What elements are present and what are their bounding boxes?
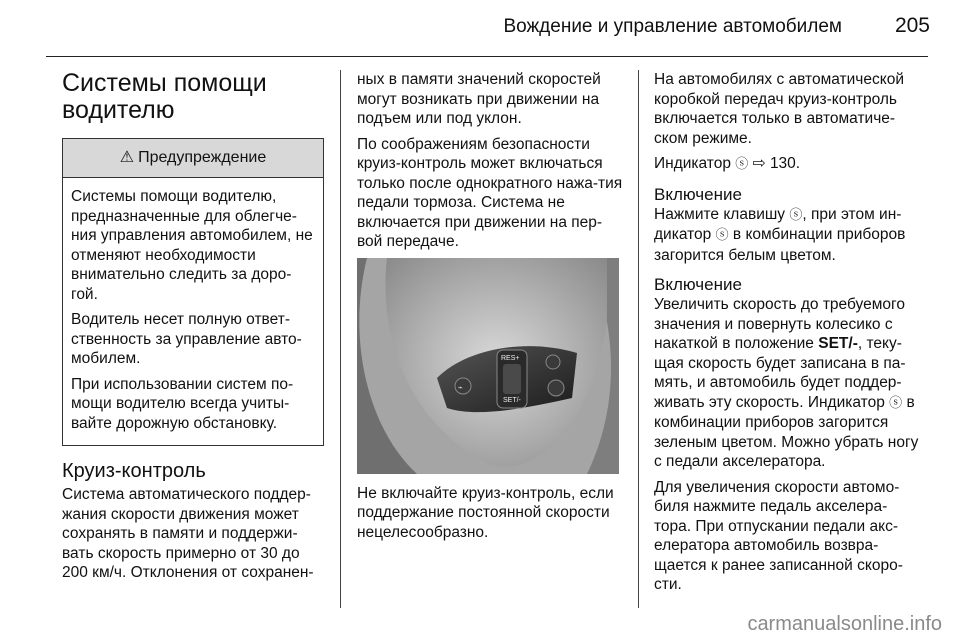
text-segment: Увеличить скорость до требуемого значения и повернуть колесико с накаткой в положение [654,296,905,352]
col2-paragraph-1: ных в памяти значений скоростей могут возникать при движении на подъем или под уклон. [357,71,601,127]
col3-paragraph-2 [654,154,924,175]
res-label: RES+ [501,354,520,362]
column-divider-2 [638,70,639,608]
cruise-indicator-icon: ⓢ [735,157,749,172]
reference-arrow-icon: ⇨ [752,155,766,172]
watermark: carmanualsonline.info [747,613,942,635]
col3-paragraph-5: Для увеличения скорости автомо-биля нажмите педаль акселера-тора. При отпускании педали акс-елератора автомобиль возвра-щается к ранее записанной скоро-сти. [654,478,903,593]
activation-heading-1: Включение [654,184,742,204]
column-2 [357,70,625,548]
cruise-button-icon: ⓢ [789,207,803,223]
col2-paragraph-2: По соображениям безопасности круиз-контроль может включаться только после однократного нажа-тия педали тормоза. Система не включается при движении на пер-вой передаче. [357,135,623,250]
set-label: SET/- [503,396,521,404]
warning-title: Предупреждение [138,149,267,167]
warning-paragraph-2: Водитель несет полную ответ-ственность за управление авто-мобилем. [71,311,302,367]
chapter-title: Вождение и управление автомобилем [503,16,842,37]
warning-paragraph-3: При использовании систем по-мощи водителю всегда учиты-вайте дорожную обстановку. [71,375,294,432]
text-segment: в комбинации приборов загорится зеленым цветом. Можно убрать ногу с педали акселератора. [654,393,919,470]
warning-box [62,138,324,446]
text-segment: , при этом ин-дикатор [654,205,902,243]
running-header [0,0,960,50]
set-position-label: SET/- [818,335,858,352]
page-number: 205 [894,14,930,37]
warning-header [63,139,323,178]
page-reference: 130. [769,155,801,172]
indicator-text: Индикатор [654,155,731,172]
col3-paragraph-1: На автомобилях с автоматической коробкой передач круиз-контроль включается только в автоматиче-ском режиме. [654,71,904,147]
text-segment: , теку-щая скорость будет записана в па-мять, и автомобиль будет поддер-живать эту скорость. Индикатор [654,335,906,411]
svg-text:⌁: ⌁ [458,382,463,392]
column-1 [62,70,324,589]
subsection-heading: Круиз-контроль [62,460,206,482]
col2-paragraph-3: Не включайте круиз-контроль, если поддержание постоянной скорости нецелесообразно. [357,484,614,541]
warning-paragraph-1: Системы помощи водителю, предназначенные для облегче-ния управления автомобилем, не отменяют необходимости внимательно следить за доро-гой. [71,188,313,303]
column-divider-1 [340,70,341,608]
section-heading: Системы помощи водителю [62,69,267,124]
activation-heading-2: Включение [654,275,742,294]
text-segment: в комбинации приборов загорится белым цветом. [654,226,906,264]
header-rule [46,56,928,57]
steering-wheel-figure [357,258,619,474]
cruise-indicator-icon: ⓢ [715,228,729,243]
warning-triangle-icon: ⚠ [119,149,135,167]
col1-paragraph-1: Система автоматического поддер-жания скорости движения может сохранять в памяти и поддержи-вать скорость примерно от 30 до 200 км/ч. Отклонения от сохранен- [62,486,314,581]
col3-paragraph-4 [654,295,924,472]
col3-paragraph-3 [654,205,924,266]
column-3 [654,70,924,601]
warning-body [63,178,323,445]
cruise-indicator-icon: ⓢ [889,395,903,411]
text-segment: Нажмите клавишу [654,205,786,223]
steering-wheel-image [357,258,619,474]
